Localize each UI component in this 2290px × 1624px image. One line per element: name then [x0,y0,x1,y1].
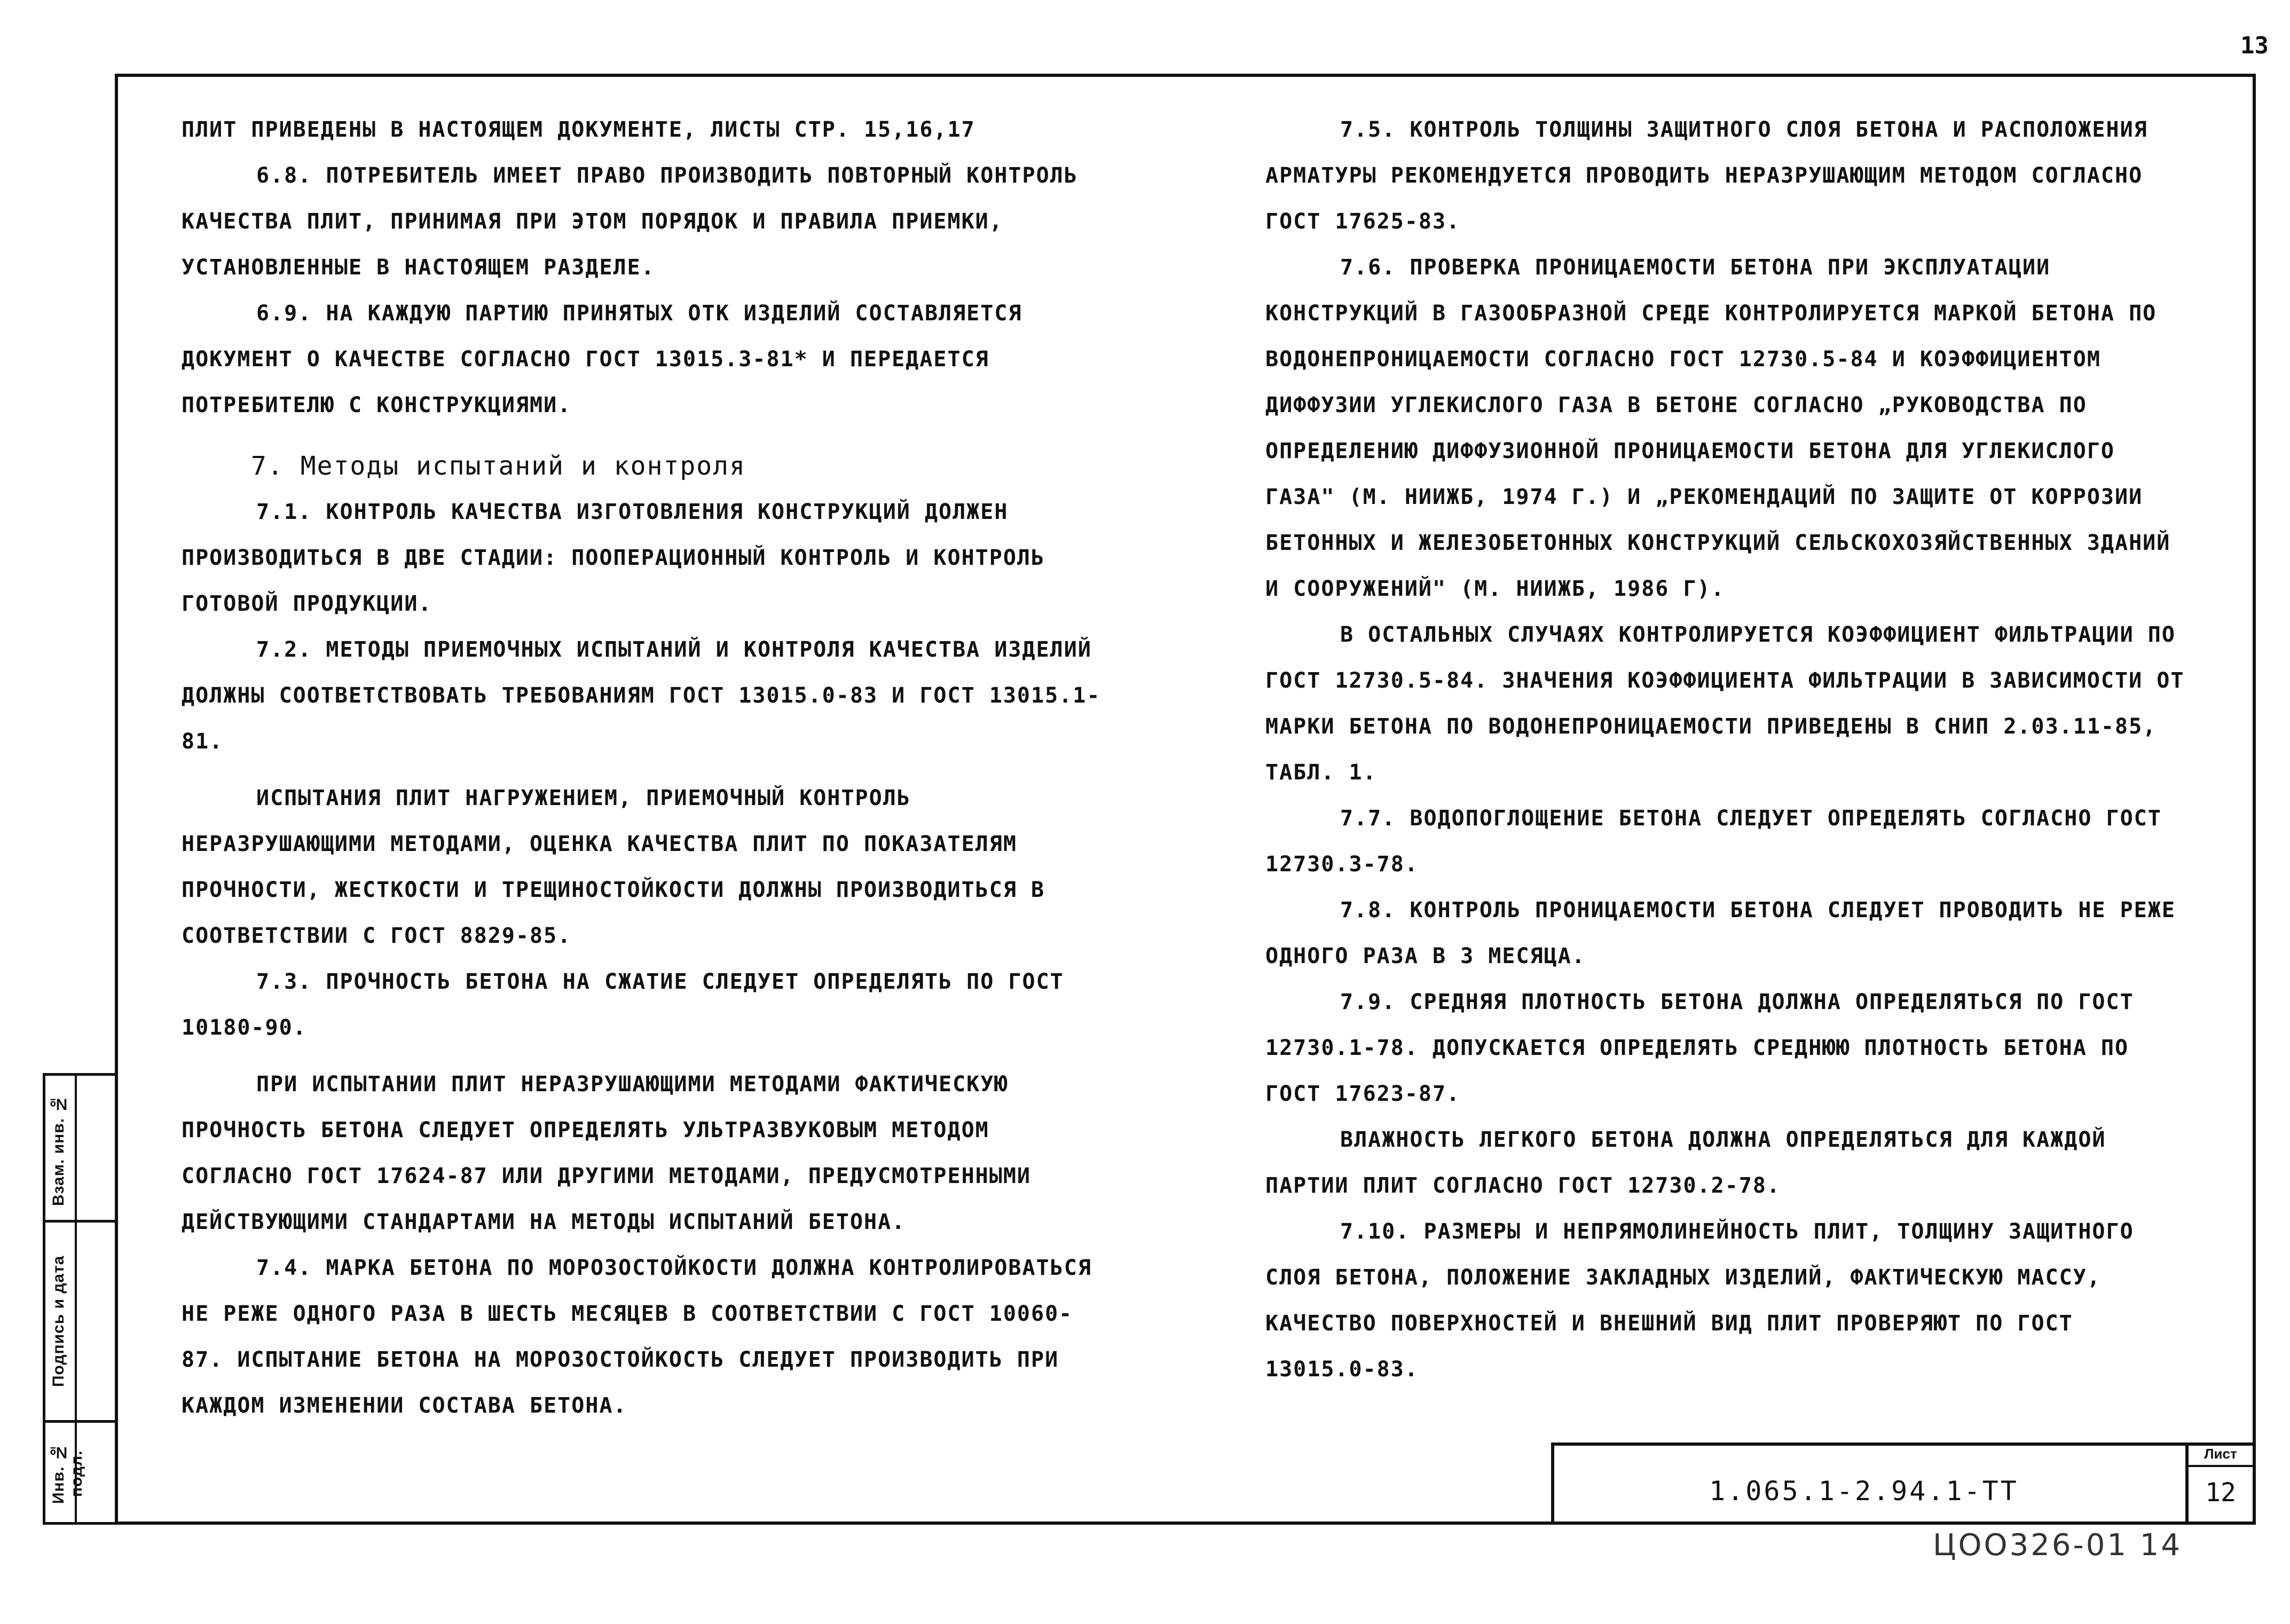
signature-date-label: Подпись и дата [50,1255,67,1388]
title-block [1551,1442,2256,1525]
original-inventory-label: Инв. № подл. [50,1443,85,1504]
paragraph: 6.8. ПОТРЕБИТЕЛЬ ИМЕЕТ ПРАВО ПРОИЗВОДИТЬ ПОВТОРНЫЙ КОНТРОЛЬ КАЧЕСТВА ПЛИТ, ПРИНИМАЯ ПРИ ЭТОМ ПОРЯДОК И ПРАВИЛА ПРИЕМКИ, УСТАНОВЛЕННЫЕ В НАСТОЯЩЕМ РАЗДЕЛЕ. [182,163,1078,280]
paragraph: 7.9. СРЕДНЯЯ ПЛОТНОСТЬ БЕТОНА ДОЛЖНА ОПРЕДЕЛЯТЬСЯ ПО ГОСТ 12730.1-78. ДОПУСКАЕТСЯ ОПРЕДЕЛЯТЬ СРЕДНЮЮ ПЛОТНОСТЬ БЕТОНА ПО ГОСТ 17623-87. [1265,990,2134,1106]
stamp-cell-border [45,1420,115,1423]
page-number-corner: 13 [2240,32,2269,59]
document-code: 1.065.1-2.94.1-ТТ [1709,1476,2019,1507]
paragraph: ВЛАЖНОСТЬ ЛЕГКОГО БЕТОНА ДОЛЖНА ОПРЕДЕЛЯТЬСЯ ДЛЯ КАЖДОЙ ПАРТИИ ПЛИТ СОГЛАСНО ГОСТ 12730.2-78. [1265,1128,2106,1198]
archive-mark: ЦОО326-01 14 [1933,1528,2183,1563]
paragraph: ПРИ ИСПЫТАНИИ ПЛИТ НЕРАЗРУШАЮЩИМИ МЕТОДАМИ ФАКТИЧЕСКУЮ ПРОЧНОСТЬ БЕТОНА СЛЕДУЕТ ОПРЕДЕЛЯТЬ УЛЬТРАЗВУКОВЫМ МЕТОДОМ СОГЛАСНО ГОСТ 17624-87 ИЛИ ДРУГИМИ МЕТОДАМИ, ПРЕДУСМОТРЕННЫМИ ДЕЙСТВУЮЩИМИ СТАНДАРТАМИ НА МЕТОДЫ ИСПЫТАНИЙ БЕТОНА. [182,1072,1032,1234]
paragraph: 7.10. РАЗМЕРЫ И НЕПРЯМОЛИНЕЙНОСТЬ ПЛИТ, ТОЛЩИНУ ЗАЩИТНОГО СЛОЯ БЕТОНА, ПОЛОЖЕНИЕ ЗАКЛАДНЫХ ИЗДЕЛИЙ, ФАКТИЧЕСКУЮ МАССУ, КАЧЕСТВО ПОВЕРХНОСТЕЙ И ВНЕШНИЙ ВИД ПЛИТ ПРОВЕРЯЮТ ПО ГОСТ 13015.0-83. [1265,1219,2134,1382]
paragraph: 7.7. ВОДОПОГЛОЩЕНИЕ БЕТОНА СЛЕДУЕТ ОПРЕДЕЛЯТЬ СОГЛАСНО ГОСТ 12730.3-78. [1265,806,2162,877]
left-text-column [182,107,1111,1429]
approval-stamp-strip [43,1073,115,1525]
paragraph: 7.2. МЕТОДЫ ПРИЕМОЧНЫХ ИСПЫТАНИЙ И КОНТРОЛЯ КАЧЕСТВА ИЗДЕЛИЙ ДОЛЖНЫ СООТВЕТСТВОВАТЬ ТРЕБОВАНИЯМ ГОСТ 13015.0-83 И ГОСТ 13015.1-81. [182,637,1101,754]
paragraph: 7.3. ПРОЧНОСТЬ БЕТОНА НА СЖАТИЕ СЛЕДУЕТ ОПРЕДЕЛЯТЬ ПО ГОСТ 10180-90. [182,969,1064,1040]
paragraph: 6.9. НА КАЖДУЮ ПАРТИЮ ПРИНЯТЫХ ОТК ИЗДЕЛИЙ СОСТАВЛЯЕТСЯ ДОКУМЕНТ О КАЧЕСТВЕ СОГЛАСНО ГОСТ 13015.3-81* И ПЕРЕДАЕТСЯ ПОТРЕБИТЕЛЮ С КОНСТРУКЦИЯМИ. [182,301,1022,417]
paragraph: ИСПЫТАНИЯ ПЛИТ НАГРУЖЕНИЕМ, ПРИЕМОЧНЫЙ КОНТРОЛЬ НЕРАЗРУШАЮЩИМИ МЕТОДАМИ, ОЦЕНКА КАЧЕСТВА ПЛИТ ПО ПОКАЗАТЕЛЯМ ПРОЧНОСТИ, ЖЕСТКОСТИ И ТРЕЩИНОСТОЙКОСТИ ДОЛЖНЫ ПРОИЗВОДИТЬСЯ В СООТВЕТСТВИИ С ГОСТ 8829-85. [182,786,1045,948]
sheet-box [2185,1446,2253,1521]
paragraph: ПЛИТ ПРИВЕДЕНЫ В НАСТОЯЩЕМ ДОКУМЕНТЕ, ЛИСТЫ СТР. 15,16,17 [182,117,975,142]
paragraph: 7.6. ПРОВЕРКА ПРОНИЦАЕМОСТИ БЕТОНА ПРИ ЭКСПЛУАТАЦИИ КОНСТРУКЦИЙ В ГАЗООБРАЗНОЙ СРЕДЕ КОНТРОЛИРУЕТСЯ МАРКОЙ БЕТОНА ПО ВОДОНЕПРОНИЦАЕМОСТИ СОГЛАСНО ГОСТ 12730.5-84 И КОЭФФИЦИЕНТОМ ДИФФУЗИИ УГЛЕКИСЛОГО ГАЗА В БЕТОНЕ СОГЛАСНО „РУКОВОДСТВА ПО ОПРЕДЕЛЕНИЮ ДИФФУЗИОННОЙ ПРОНИЦАЕМОСТИ БЕТОНА ДЛЯ УГЛЕКИСЛОГО ГАЗА" (М. НИИЖБ, 1974 Г.) И „РЕКОМЕНДАЦИЙ ПО ЗАЩИТЕ ОТ КОРРОЗИИ БЕТОННЫХ И ЖЕЛЕЗОБЕТОННЫХ КОНСТРУКЦИЙ СЕЛЬСКОХОЗЯЙСТВЕННЫХ ЗДАНИЙ И СООРУЖЕНИЙ" (М. НИИЖБ, 1986 Г). [1265,255,2171,601]
section-heading: 7. Методы испытаний и контроля [251,451,746,481]
paragraph: 7.4. МАРКА БЕТОНА ПО МОРОЗОСТОЙКОСТИ ДОЛЖНА КОНТРОЛИРОВАТЬСЯ НЕ РЕЖЕ ОДНОГО РАЗА В ШЕСТЬ МЕСЯЦЕВ В СООТВЕТСТВИИ С ГОСТ 10060-87. ИСПЫТАНИЕ БЕТОНА НА МОРОЗОСТОЙКОСТЬ СЛЕДУЕТ ПРОИЗВОДИТЬ ПРИ КАЖДОМ ИЗМЕНЕНИИ СОСТАВА БЕТОНА. [182,1256,1092,1418]
paragraph: 7.1. КОНТРОЛЬ КАЧЕСТВА ИЗГОТОВЛЕНИЯ КОНСТРУКЦИЙ ДОЛЖЕН ПРОИЗВОДИТЬСЯ В ДВЕ СТАДИИ: ПООПЕРАЦИОННЫЙ КОНТРОЛЬ И КОНТРОЛЬ ГОТОВОЙ ПРОДУКЦИИ. [182,500,1045,616]
right-text-column [1265,107,2194,1392]
stamp-cell-border [45,1220,115,1223]
sheet-number: 12 [2205,1478,2236,1508]
paragraph: 7.5. КОНТРОЛЬ ТОЛЩИНЫ ЗАЩИТНОГО СЛОЯ БЕТОНА И РАСПОЛОЖЕНИЯ АРМАТУРЫ РЕКОМЕНДУЕТСЯ ПРОВОДИТЬ НЕРАЗРУШАЮЩИМ МЕТОДОМ СОГЛАСНО ГОСТ 17625-83. [1265,117,2148,234]
paragraph: 7.8. КОНТРОЛЬ ПРОНИЦАЕМОСТИ БЕТОНА СЛЕДУЕТ ПРОВОДИТЬ НЕ РЕЖЕ ОДНОГО РАЗА В 3 МЕСЯЦА. [1265,898,2176,968]
sheet-label: Лист [2189,1446,2253,1467]
replacement-inventory-label: Взам. инв. № [50,1094,67,1207]
paragraph: В ОСТАЛЬНЫХ СЛУЧАЯХ КОНТРОЛИРУЕТСЯ КОЭФФИЦИЕНТ ФИЛЬТРАЦИИ ПО ГОСТ 12730.5-84. ЗНАЧЕНИЯ КОЭФФИЦИЕНТА ФИЛЬТРАЦИИ В ЗАВИСИМОСТИ ОТ МАРКИ БЕТОНА ПО ВОДОНЕПРОНИЦАЕМОСТИ ПРИВЕДЕНЫ В СНИП 2.03.11-85, ТАБЛ. 1. [1265,622,2185,785]
